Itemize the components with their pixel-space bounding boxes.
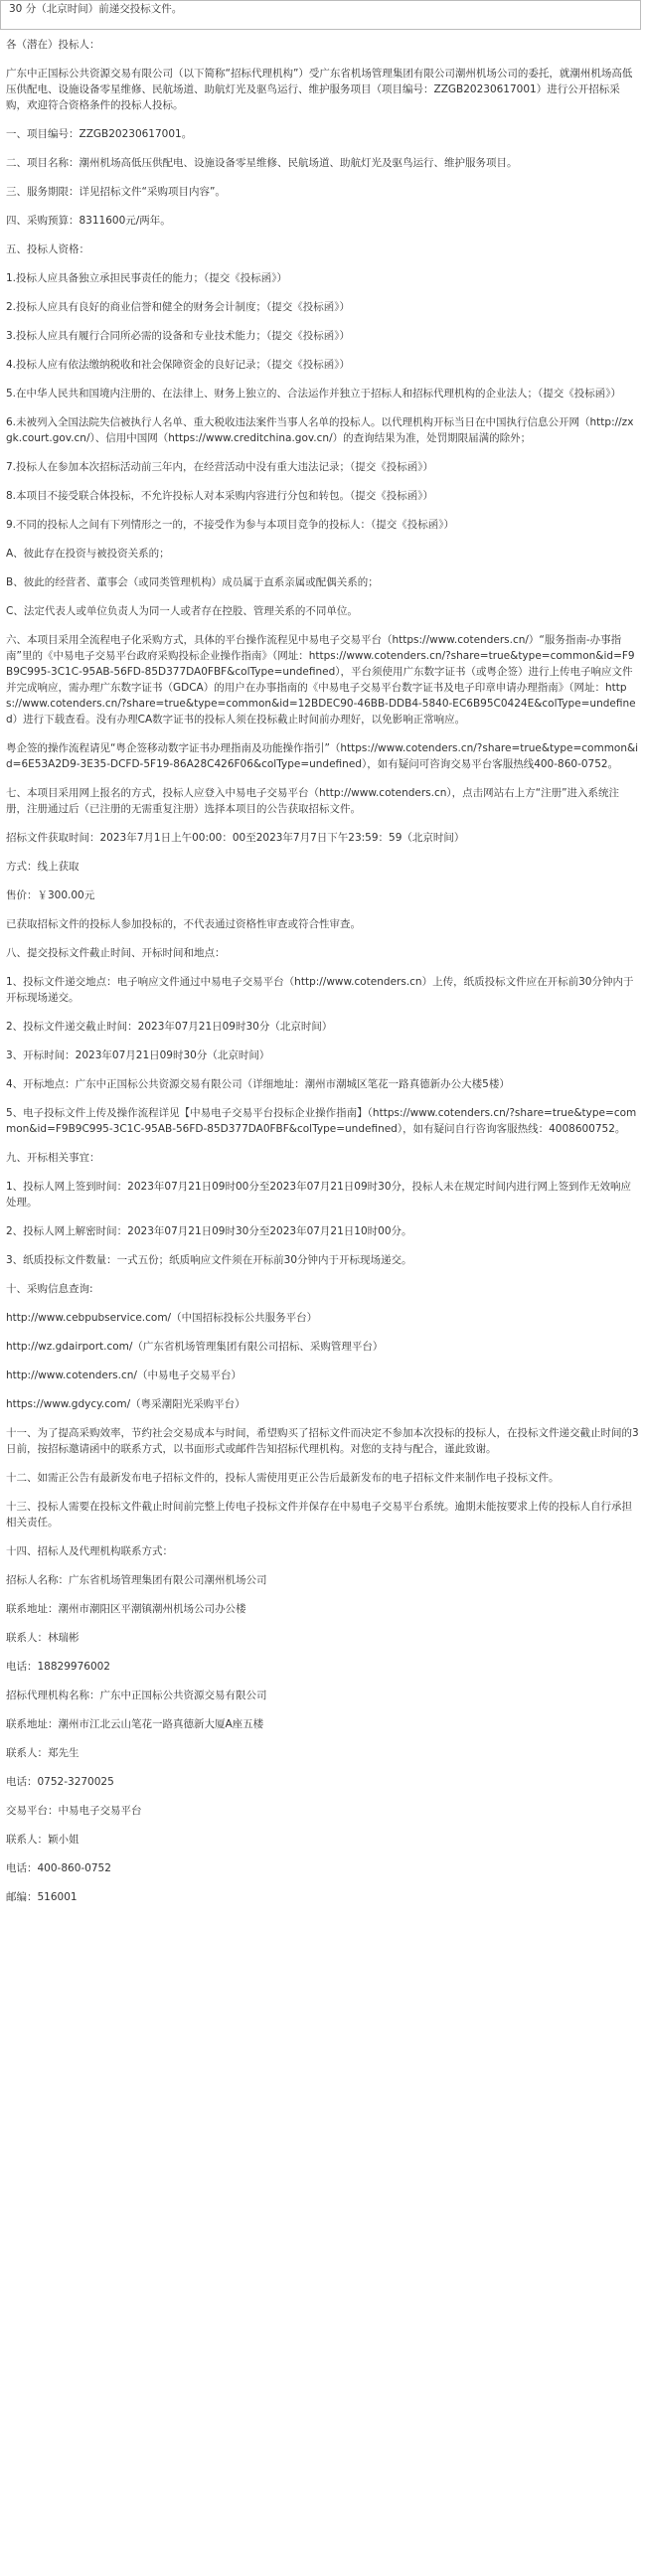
announcement-paragraph: http://www.cotenders.cn/（中易电子交易平台） [6,1369,242,1381]
announcement-paragraph: 邮编：516001 [6,1891,78,1903]
announcement-paragraph: 招标人名称：广东省机场管理集团有限公司潮州机场公司 [6,1574,267,1586]
announcement-document [6,37,639,1918]
announcement-paragraph: 5.在中华人民共和国境内注册的、在法律上、财务上独立的、合法运作并独立于招标人和招标代理机构的企业法人；（提交《投标函》） [6,388,622,400]
top-notice-box [0,0,641,30]
announcement-paragraph: 5、电子投标文件上传及操作流程详见【中易电子交易平台投标企业操作指南】（https://www.cotenders.cn/?share=true&type=common&id=F9B9C995-3C1C-95AB-56FD-85D377DA0FBF&colType=undefined），如有疑问自行咨询客服热线：4008600752。 [6,1107,637,1135]
announcement-paragraph: 电话：0752-3270025 [6,1776,114,1788]
announcement-paragraph: 电话：18829976002 [6,1661,110,1673]
announcement-paragraph: 十二、如需正公告有最新发布电子招标文件的，投标人需使用更正公告后最新发布的电子招标文件来制作电子投标文件。 [6,1472,560,1484]
announcement-paragraph: A、彼此存在投资与被投资关系的； [6,548,170,560]
announcement-paragraph: 6.未被列入全国法院失信被执行人名单、重大税收违法案件当事人名单的投标人。以代理机构开标当日在中国执行信息公开网（http://zxgk.court.gov.cn/）、信用中国网（https://www.creditchina.gov.cn/）的查询结果为准，处罚期限届满的除外； [6,416,634,444]
announcement-paragraph: 联系地址：潮州市江北云山笔花一路真德新大厦A座五楼 [6,1718,264,1730]
announcement-paragraph: 售价：￥300.00元 [6,889,95,901]
top-notice-text: 30 分（北京时间）前递交投标文件。 [9,3,183,15]
announcement-paragraph: 2、投标文件递交截止时间：2023年07月21日09时30分（北京时间） [6,1021,333,1033]
intro-paragraph: 广东中正国标公共资源交易有限公司（以下简称“招标代理机构”）受广东省机场管理集团有限公司潮州机场公司的委托，就潮州机场高低压供配电、设施设备零星维修、民航场道、助航灯光及驱鸟运行、维护服务项目（项目编号：ZZGB20230617001）进行公开招标采购，欢迎符合资格条件的投标人投标。 [6,68,633,111]
announcement-paragraph: 联系地址：潮州市潮阳区平潮镇潮州机场公司办公楼 [6,1603,246,1615]
announcement-paragraph: 方式：线上获取 [6,861,80,873]
announcement-paragraph: 七、本项目采用网上报名的方式，投标人应登入中易电子交易平台（http://www.cotenders.cn），点击网站右上方“注册”进入系统注册，注册通过后（已注册的无需重复注册）选择本项目的公告获取招标文件。 [6,787,620,815]
announcement-paragraph: https://www.gdycy.com/（粤采潮阳光采购平台） [6,1398,245,1410]
announcement-paragraph: 1、投标文件递交地点：电子响应文件通过中易电子交易平台（http://www.cotenders.cn）上传，纸质投标文件应在开标前30分钟内于开标现场递交。 [6,976,634,1004]
announcement-paragraph: 7.投标人在参加本次招标活动前三年内，在经营活动中没有重大违法记录；（提交《投标函》） [6,461,434,473]
announcement-paragraph: 一、项目编号：ZZGB20230617001。 [6,128,193,140]
salutation: 各（潜在）投标人： [6,39,100,51]
announcement-paragraph: 电话：400-860-0752 [6,1862,111,1874]
announcement-paragraph: 招标代理机构名称：广东中正国标公共资源交易有限公司 [6,1690,267,1701]
announcement-paragraph: 联系人：颖小姐 [6,1834,80,1846]
announcement-paragraph: 1、投标人网上签到时间：2023年07月21日09时00分至2023年07月21日09时30分，投标人未在规定时间内进行网上签到作无效响应处理。 [6,1181,632,1208]
announcement-paragraph: 2、投标人网上解密时间：2023年07月21日09时30分至2023年07月21日10时00分。 [6,1225,412,1237]
announcement-paragraph: 十四、招标人及代理机构联系方式： [6,1545,173,1557]
announcement-paragraph: http://www.cebpubservice.com/（中国招标投标公共服务平台） [6,1312,318,1324]
announcement-paragraph: 四、采购预算：8311600元/两年。 [6,215,171,227]
announcement-paragraph: 8.本项目不接受联合体投标，不允许投标人对本采购内容进行分包和转包。（提交《投标函》） [6,490,434,502]
announcement-paragraph: 交易平台：中易电子交易平台 [6,1805,142,1817]
announcement-paragraph: 九、开标相关事宜： [6,1152,100,1164]
announcement-paragraph: 六、本项目采用全流程电子化采购方式，具体的平台操作流程见中易电子交易平台（https://www.cotenders.cn/）“服务指南-办事指南”里的《中易电子交易平台政府采购投标企业操作指南》（网址：https://www.cotenders.cn/?share=true&type=common&id=F9B9C995-3C1C-95AB-56FD-85D377DA0FBF&colType=undefined），平台须使用广东数字证书（或粤企签）进行上传电子响应文件并完成响应，需办理广东数字证书（GDCA）的用户在办事指南的《中易电子交易平台数字证书及电子印章申请办理指南》（网址：https://www.cotenders.cn/?share=true&type=common&id=12BDEC90-46BB-DDB4-5840-EC6B95C0424E&colType=undefined）进行下载查看。没有办理CA数字证书的投标人须在投标截止时间前办理好，以免影响正常响应。 [6,634,636,725]
announcement-paragraph: 八、提交投标文件截止时间、开标时间和地点： [6,947,226,959]
announcement-paragraph: 十、采购信息查询: [6,1283,93,1295]
announcement-paragraph: 二、项目名称：潮州机场高低压供配电、设施设备零星维修、民航场道、助航灯光及驱鸟运行、维护服务项目。 [6,157,518,169]
announcement-paragraph: 招标文件获取时间：2023年7月1日上午00:00：00至2023年7月7日下午23:59：59（北京时间） [6,832,465,844]
announcement-paragraph: 9.不同的投标人之间有下列情形之一的，不接受作为参与本项目竞争的投标人：（提交《投标函》） [6,519,455,531]
announcement-paragraph: B、彼此的经营者、董事会（或同类管理机构）成员属于直系亲属或配偶关系的； [6,576,379,588]
announcement-paragraph: 4、开标地点：广东中正国标公共资源交易有限公司（详细地址：潮州市潮城区笔花一路真德新办公大楼5楼） [6,1078,510,1090]
announcement-paragraph: 3.投标人应具有履行合同所必需的设备和专业技术能力；（提交《投标函》） [6,330,351,342]
announcement-paragraph: 联系人：郑先生 [6,1747,80,1759]
announcement-paragraph: 五、投标人资格： [6,243,89,255]
announcement-paragraph: 3、开标时间：2023年07月21日09时30分（北京时间） [6,1049,270,1061]
announcement-paragraph: 十三、投标人需要在投标文件截止时间前完整上传电子投标文件并保存在中易电子交易平台系统。逾期未能按要求上传的投标人自行承担相关责任。 [6,1501,632,1529]
announcement-paragraph: 粤企签的操作流程请见“粤企签移动数字证书办理指南及功能操作指引”（https://www.cotenders.cn/?share=true&type=common&id=6E53A2D9-3E35-DCFD-5F19-86A28C426F06&colType=undefined），如有疑问可咨询交易平台客服热线400-860-0752。 [6,742,639,770]
announcement-paragraph: 三、服务期限：详见招标文件“采购项目内容”。 [6,186,226,198]
announcement-paragraph: 十一、为了提高采购效率，节约社会交易成本与时间，希望购买了招标文件而决定不参加本次投标的投标人，在投标文件递交截止时间的3日前，按招标邀请函中的联系方式，以书面形式或邮件告知招标代理机构。对您的支持与配合，谨此致谢。 [6,1427,639,1455]
announcement-paragraph: 已获取招标文件的投标人参加投标的，不代表通过资格性审查或符合性审查。 [6,918,361,930]
announcement-paragraph: 3、纸质投标文件数量：一式五份；纸质响应文件须在开标前30分钟内于开标现场递交。 [6,1254,412,1266]
announcement-paragraph: 2.投标人应具有良好的商业信誉和健全的财务会计制度；（提交《投标函》） [6,301,351,313]
announcement-paragraph: 联系人：林瑞彬 [6,1632,80,1644]
announcement-paragraph: 4.投标人应有依法缴纳税收和社会保障资金的良好记录；（提交《投标函》） [6,359,351,371]
announcement-paragraph: http://wz.gdairport.com/（广东省机场管理集团有限公司招标、采购管理平台） [6,1341,384,1353]
announcement-paragraph: C、法定代表人或单位负责人为同一人或者存在控股、管理关系的不同单位。 [6,605,358,617]
announcement-paragraph: 1.投标人应具备独立承担民事责任的能力；（提交《投标函》） [6,272,288,284]
